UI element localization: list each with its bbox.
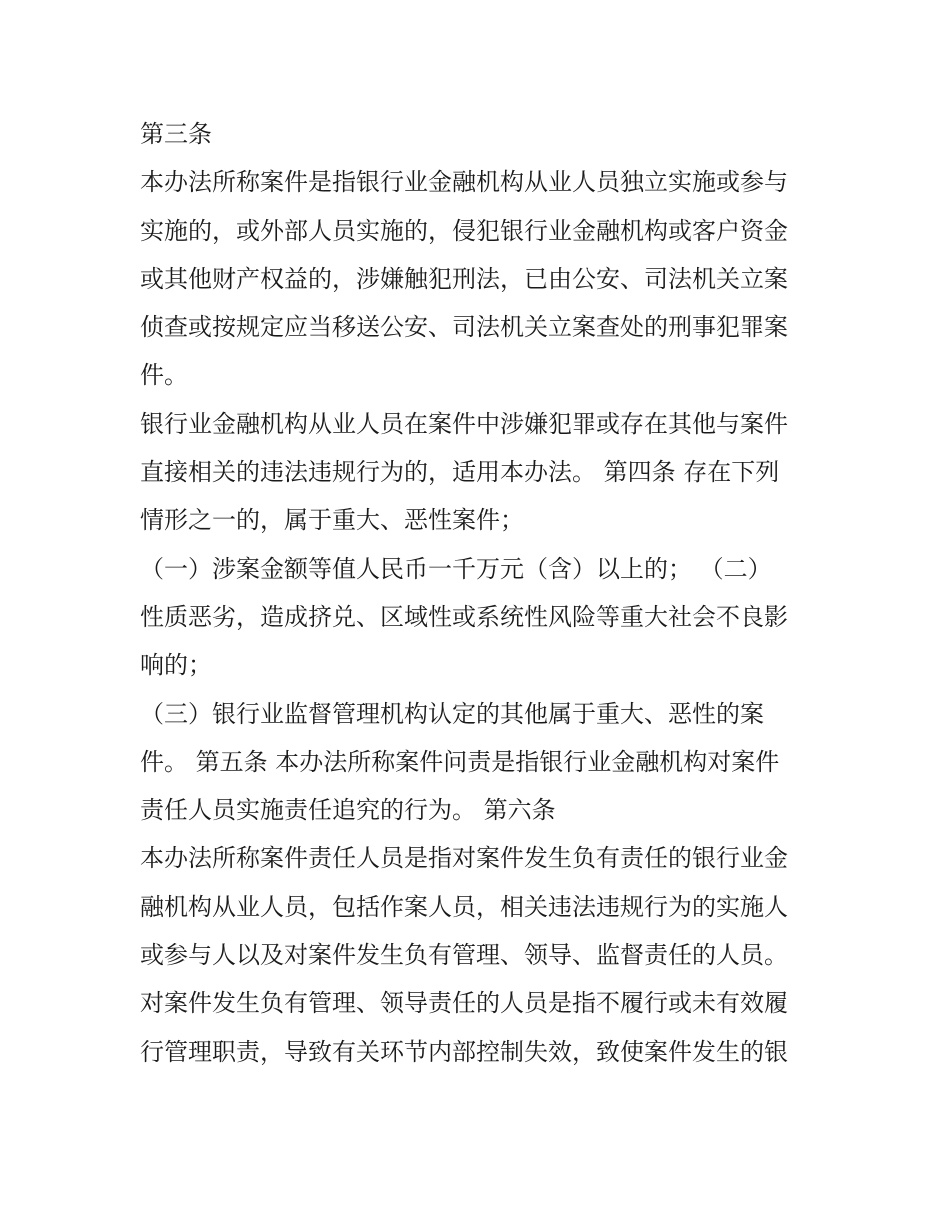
text-line: 行管理职责，导致有关环节内部控制失效，致使案件发生的银 <box>140 1037 788 1066</box>
text-line: 响的； <box>140 651 212 680</box>
text-line: 情形之一的，属于重大、恶性案件； <box>140 506 524 535</box>
text-line: 实施的，或外部人员实施的，侵犯银行业金融机构或客户资金 <box>140 216 788 245</box>
text-line: 侦查或按规定应当移送公安、司法机关立案查处的刑事犯罪案 <box>140 313 788 342</box>
text-line: （一）涉案金额等值人民币一千万元（含）以上的； （二） <box>140 554 772 583</box>
text-line: 或其他财产权益的，涉嫌触犯刑法，已由公安、司法机关立案 <box>140 264 788 293</box>
document-body <box>140 110 820 1076</box>
text-line: 对案件发生负有管理、领导责任的人员是指不履行或未有效履 <box>140 989 788 1018</box>
text-line: 责任人员实施责任追究的行为。 第六条 <box>140 796 556 825</box>
text-line: 性质恶劣，造成挤兑、区域性或系统性风险等重大社会不良影 <box>140 602 788 631</box>
text-line: 直接相关的违法违规行为的，适用本办法。 第四条 存在下列 <box>140 458 780 487</box>
text-line: 件。 第五条 本办法所称案件问责是指银行业金融机构对案件 <box>140 747 780 776</box>
text-line: 银行业金融机构从业人员在案件中涉嫌犯罪或存在其他与案件 <box>140 409 788 438</box>
text-line: 第三条 <box>140 120 212 148</box>
text-line: 本办法所称案件责任人员是指对案件发生负有责任的银行业金 <box>140 844 788 873</box>
text-line: 融机构从业人员，包括作案人员，相关违法违规行为的实施人 <box>140 892 788 921</box>
text-line: 或参与人以及对案件发生负有管理、领导、监督责任的人员。 <box>140 941 788 970</box>
text-line: 本办法所称案件是指银行业金融机构从业人员独立实施或参与 <box>140 168 788 197</box>
text-line: 件。 <box>140 361 188 390</box>
text-line: （三）银行业监督管理机构认定的其他属于重大、恶性的案 <box>140 699 764 728</box>
